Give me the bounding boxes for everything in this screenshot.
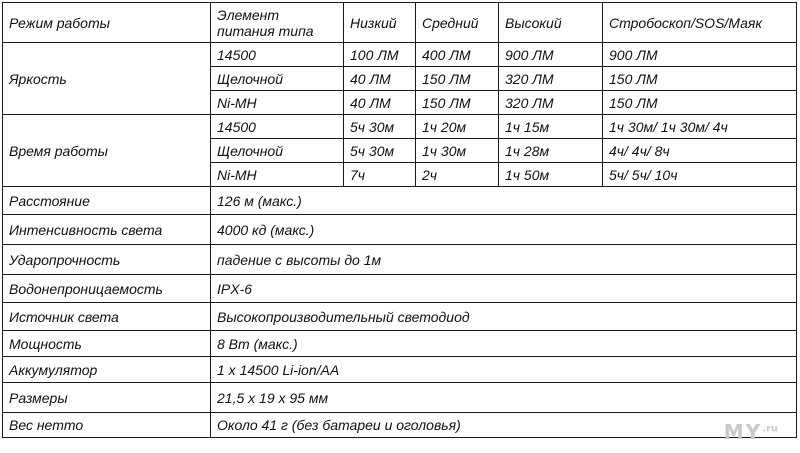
cell-battery: 14500 xyxy=(211,43,344,67)
spec-row-distance xyxy=(3,187,797,215)
header-medium: Средний xyxy=(416,3,499,43)
header-element: Элемент питания типа xyxy=(211,3,344,43)
cell-medium: 150 ЛМ xyxy=(416,91,499,115)
spec-value: IPX-6 xyxy=(211,275,797,303)
spec-row-dimensions xyxy=(3,383,797,413)
cell-medium: 1ч 30м xyxy=(416,139,499,163)
table-row xyxy=(3,115,797,139)
spec-label: Размеры xyxy=(3,383,211,413)
spec-value: падение с высоты до 1м xyxy=(211,245,797,275)
watermark-suffix: .ru xyxy=(762,423,778,435)
cell-low: 40 ЛМ xyxy=(344,67,416,91)
cell-battery: Щелочной xyxy=(211,139,344,163)
spec-value: 8 Вт (макс.) xyxy=(211,331,797,357)
spec-row-intensity xyxy=(3,215,797,245)
cell-medium: 150 ЛМ xyxy=(416,67,499,91)
cell-battery: Ni-MH xyxy=(211,163,344,187)
spec-label: Расстояние xyxy=(3,187,211,215)
spec-label: Ударопрочность xyxy=(3,245,211,275)
cell-strobe: 900 ЛМ xyxy=(603,43,797,67)
spec-label: Водонепроницаемость xyxy=(3,275,211,303)
spec-label: Мощность xyxy=(3,331,211,357)
runtime-label: Время работы xyxy=(3,115,211,187)
cell-high: 1ч 15м xyxy=(499,115,603,139)
cell-battery: Ni-MH xyxy=(211,91,344,115)
spec-row-battery xyxy=(3,357,797,383)
spec-value: Высокопроизводительный светодиод xyxy=(211,303,797,331)
cell-high: 1ч 50м xyxy=(499,163,603,187)
cell-strobe: 1ч 30м/ 1ч 30м/ 4ч xyxy=(603,115,797,139)
spec-row-weight xyxy=(3,413,797,438)
brightness-label: Яркость xyxy=(3,43,211,115)
header-low: Низкий xyxy=(344,3,416,43)
spec-row-light-source xyxy=(3,303,797,331)
cell-low: 7ч xyxy=(344,163,416,187)
cell-high: 320 ЛМ xyxy=(499,91,603,115)
cell-medium: 1ч 20м xyxy=(416,115,499,139)
cell-battery: Щелочной xyxy=(211,67,344,91)
watermark xyxy=(724,420,778,444)
cell-medium: 2ч xyxy=(416,163,499,187)
specs-table xyxy=(2,2,797,438)
cell-strobe: 150 ЛМ xyxy=(603,67,797,91)
spec-value: 4000 кд (макс.) xyxy=(211,215,797,245)
header-high: Высокий xyxy=(499,3,603,43)
spec-value: 1 x 14500 Li-ion/AA xyxy=(211,357,797,383)
cell-battery: 14500 xyxy=(211,115,344,139)
table-row xyxy=(3,43,797,67)
cell-low: 5ч 30м xyxy=(344,139,416,163)
header-strobe: Стробоскоп/SOS/Маяк xyxy=(603,3,797,43)
spec-label: Аккумулятор xyxy=(3,357,211,383)
header-mode: Режим работы xyxy=(3,3,211,43)
cell-low: 100 ЛМ xyxy=(344,43,416,67)
cell-high: 320 ЛМ xyxy=(499,67,603,91)
spec-label: Источник света xyxy=(3,303,211,331)
table-header-row xyxy=(3,3,797,43)
cell-high: 900 ЛМ xyxy=(499,43,603,67)
spec-value: 126 м (макс.) xyxy=(211,187,797,215)
spec-row-power xyxy=(3,331,797,357)
cell-medium: 400 ЛМ xyxy=(416,43,499,67)
watermark-text: MY xyxy=(723,420,763,444)
cell-low: 40 ЛМ xyxy=(344,91,416,115)
spec-label: Интенсивность света xyxy=(3,215,211,245)
cell-strobe: 150 ЛМ xyxy=(603,91,797,115)
spec-label: Вес нетто xyxy=(3,413,211,438)
cell-low: 5ч 30м xyxy=(344,115,416,139)
spec-value: Около 41 г (без батареи и оголовья) xyxy=(211,413,797,438)
cell-strobe: 4ч/ 4ч/ 8ч xyxy=(603,139,797,163)
spec-value: 21,5 x 19 x 95 мм xyxy=(211,383,797,413)
cell-high: 1ч 28м xyxy=(499,139,603,163)
cell-strobe: 5ч/ 5ч/ 10ч xyxy=(603,163,797,187)
spec-row-waterproof xyxy=(3,275,797,303)
spec-row-impact xyxy=(3,245,797,275)
